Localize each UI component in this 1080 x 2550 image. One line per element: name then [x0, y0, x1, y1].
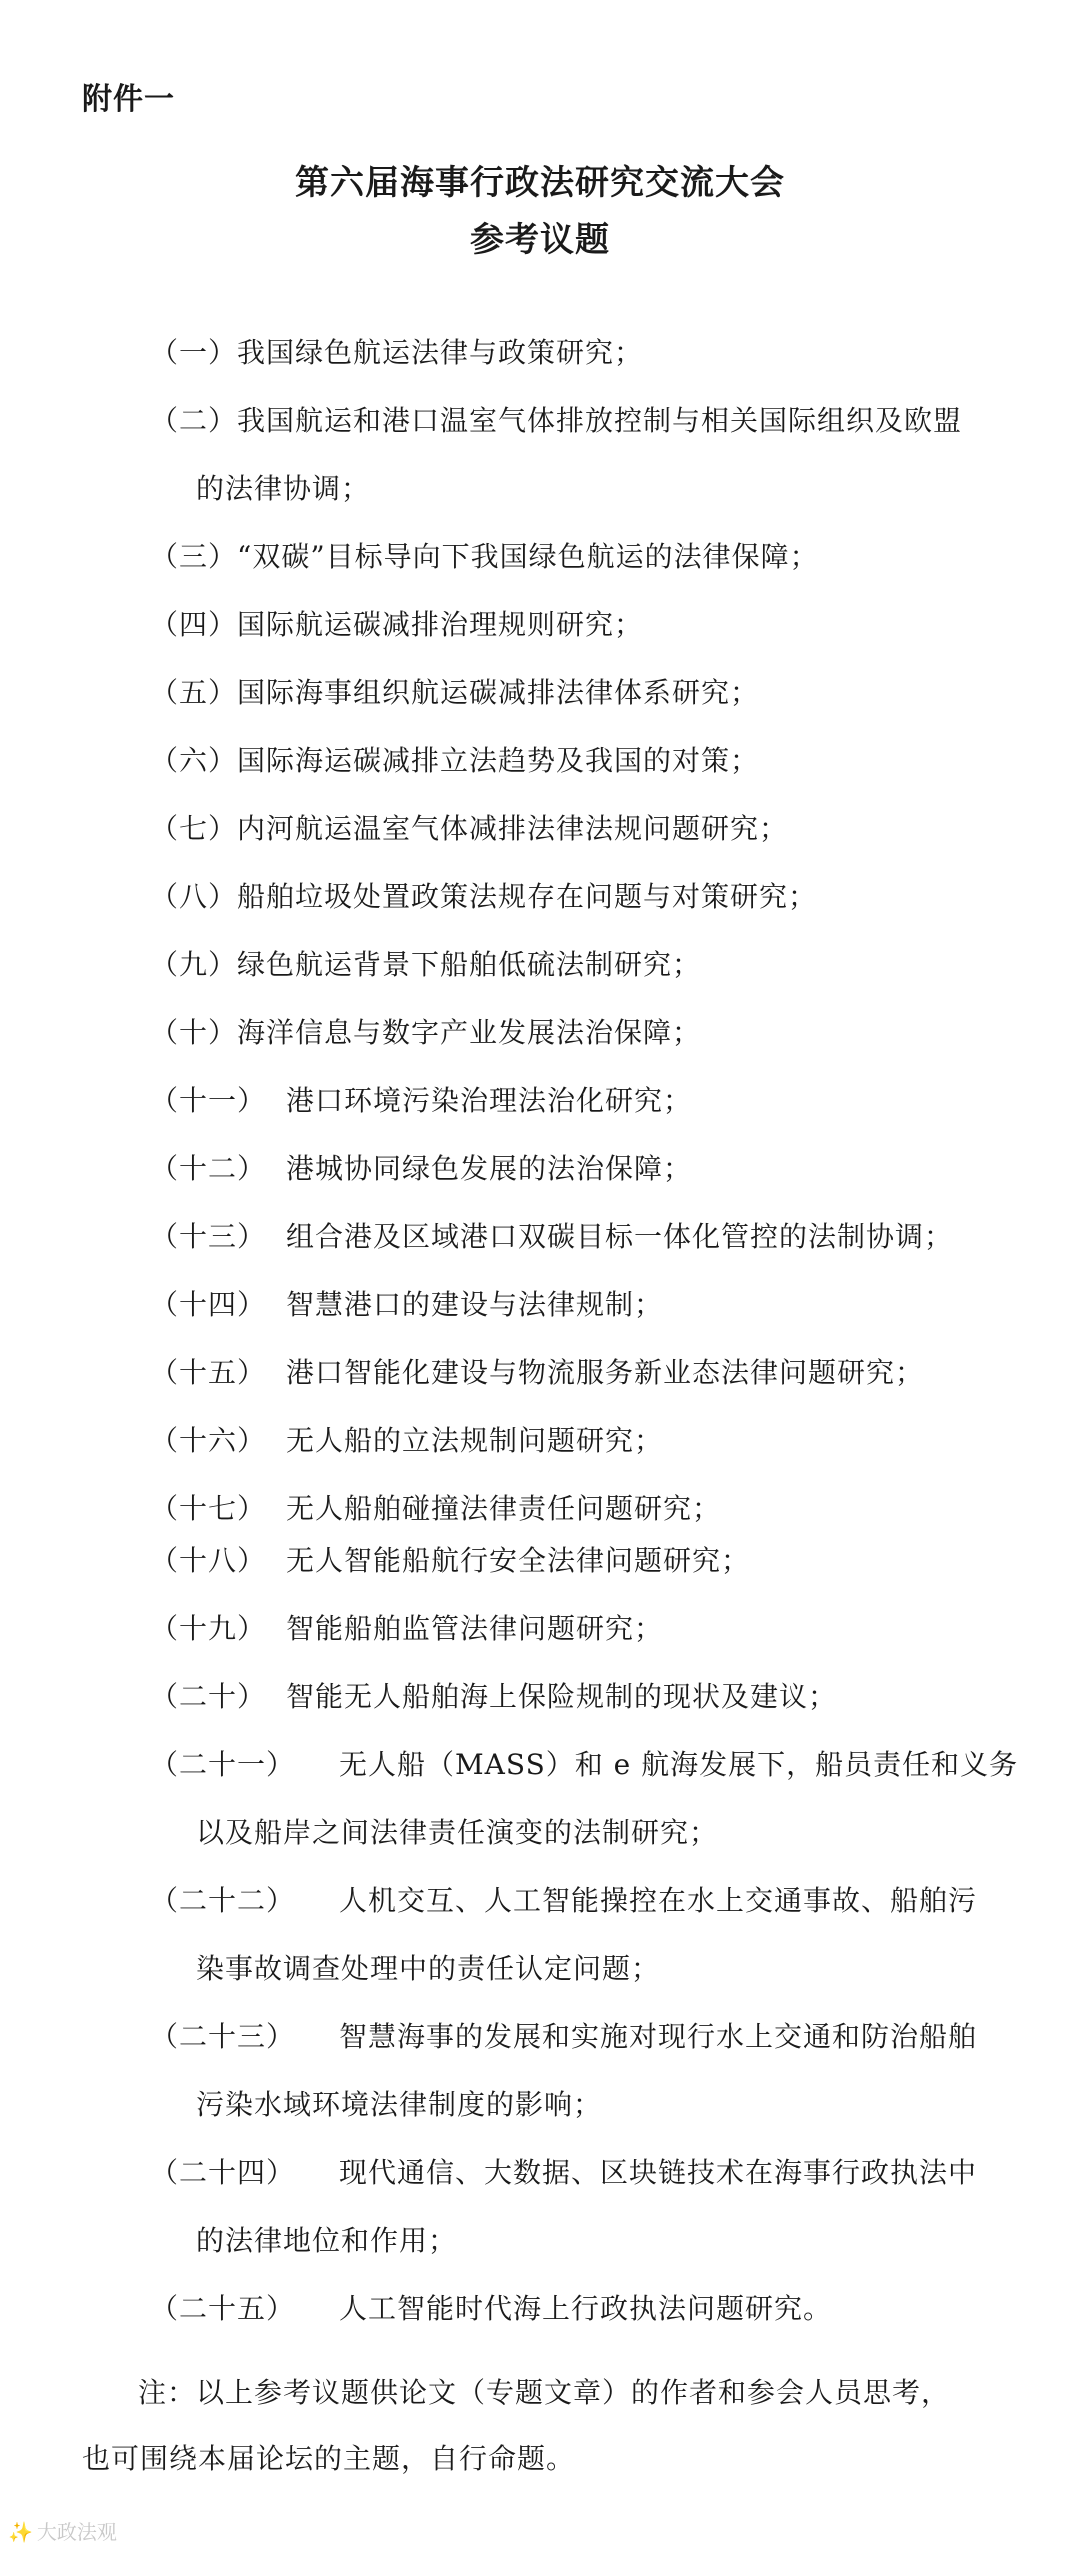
topic-number: （二十）	[150, 1680, 267, 1713]
topic-text: 人机交互、人工智能操控在水上交通事故、船舶污	[339, 1884, 978, 1917]
topic-text: 国际海事组织航运碳减排法律体系研究；	[237, 676, 760, 709]
topic-number: （十四）	[150, 1288, 267, 1321]
attachment-label: 附件一	[82, 82, 175, 117]
topic-text: 港城协同绿色发展的法治保障；	[286, 1152, 693, 1185]
topic-text-continued: 污染水域环境法律制度的影响；	[196, 2088, 603, 2121]
topic-item	[150, 744, 1010, 778]
topic-number: （三）	[150, 540, 238, 573]
topic-text: 海洋信息与数字产业发展法治保障；	[237, 1016, 702, 1049]
topic-text-continued: 以及船岸之间法律责任演变的法制研究；	[196, 1816, 719, 1849]
topic-number: （十）	[150, 1016, 238, 1049]
topic-text: 我国航运和港口温室气体排放控制与相关国际组织及欧盟	[237, 404, 963, 437]
topic-number: （六）	[150, 744, 238, 777]
topic-item	[150, 880, 1010, 914]
topic-item	[150, 1884, 1010, 1986]
topic-text: 智能无人船舶海上保险规制的现状及建议；	[286, 1680, 838, 1713]
topic-text-continued: 染事故调查处理中的责任认定问题；	[196, 1952, 661, 1985]
topic-number: （二十三）	[150, 2020, 296, 2053]
topic-text: 智慧海事的发展和实施对现行水上交通和防治船舶	[339, 2020, 978, 2053]
topic-text: 国际航运碳减排治理规则研究；	[237, 608, 644, 641]
topic-item	[150, 1424, 1010, 1458]
topic-number: （四）	[150, 608, 238, 641]
topic-number: （十六）	[150, 1424, 267, 1457]
topic-text: 无人船（MASS）和 e 航海发展下，船员责任和义务	[339, 1748, 1019, 1781]
topic-text: 无人船舶碰撞法律责任问题研究；	[286, 1492, 722, 1525]
topic-text: “双碳”目标导向下我国绿色航运的法律保障；	[237, 540, 819, 573]
topic-text-continued: 的法律协调；	[196, 472, 371, 505]
note-line-1: 注：以上参考议题供论文（专题文章）的作者和参会人员思考，	[138, 2376, 951, 2409]
topic-text: 港口环境污染治理法治化研究；	[286, 1084, 693, 1117]
topic-item	[150, 1220, 1010, 1254]
topic-item	[150, 1152, 1010, 1186]
topic-number: （十八）	[150, 1544, 267, 1577]
topic-text: 智慧港口的建设与法律规制；	[286, 1288, 664, 1321]
topic-text: 我国绿色航运法律与政策研究；	[237, 336, 644, 369]
topic-item	[150, 1356, 1010, 1390]
topic-text: 组合港及区域港口双碳目标一体化管控的法制协调；	[286, 1220, 954, 1253]
topic-item	[150, 2156, 1010, 2258]
topic-item	[150, 1288, 1010, 1322]
topic-item	[150, 676, 1010, 710]
topic-number: （十一）	[150, 1084, 267, 1117]
watermark-text: 大政法观	[36, 2520, 117, 2544]
note	[82, 2376, 1002, 2476]
topic-item	[150, 812, 1010, 846]
topic-text: 港口智能化建设与物流服务新业态法律问题研究；	[286, 1356, 925, 1389]
topic-item	[150, 1016, 1010, 1050]
topic-text: 智能船舶监管法律问题研究；	[286, 1612, 664, 1645]
topic-number: （二十二）	[150, 1884, 296, 1917]
topic-number: （一）	[150, 336, 238, 369]
topic-item	[150, 1084, 1010, 1118]
topic-number: （十二）	[150, 1152, 267, 1185]
topic-text: 绿色航运背景下船舶低硫法制研究；	[237, 948, 702, 981]
topic-item	[150, 2292, 1010, 2326]
topic-item	[150, 948, 1010, 982]
page-subtitle: 参考议题	[470, 220, 610, 260]
topic-number: （十九）	[150, 1612, 267, 1645]
topic-item	[150, 1544, 1010, 1578]
page-title: 第六届海事行政法研究交流大会	[295, 163, 785, 203]
logo-icon: ✨	[8, 2520, 33, 2544]
topic-text: 人工智能时代海上行政执法问题研究。	[339, 2292, 833, 2325]
topic-text: 内河航运温室气体减排法律法规问题研究；	[237, 812, 789, 845]
watermark	[8, 2516, 117, 2545]
topic-number: （十五）	[150, 1356, 267, 1389]
topic-number: （八）	[150, 880, 238, 913]
topic-text: 无人船的立法规制问题研究；	[286, 1424, 664, 1457]
topic-item	[150, 1680, 1010, 1714]
topic-number: （七）	[150, 812, 238, 845]
topic-item	[150, 608, 1010, 642]
topic-item	[150, 404, 1010, 506]
topic-item	[150, 1492, 1010, 1526]
topic-number: （二）	[150, 404, 238, 437]
note-line-2: 也可围绕本届论坛的主题，自行命题。	[82, 2442, 576, 2475]
topic-text: 现代通信、大数据、区块链技术在海事行政执法中	[339, 2156, 978, 2189]
topic-item	[150, 540, 1010, 574]
topic-text: 无人智能船航行安全法律问题研究；	[286, 1544, 751, 1577]
topic-number: （五）	[150, 676, 238, 709]
topic-list	[150, 336, 1019, 2360]
topic-text: 国际海运碳减排立法趋势及我国的对策；	[237, 744, 760, 777]
topic-number: （二十五）	[150, 2292, 296, 2325]
topic-number: （十七）	[150, 1492, 267, 1525]
topic-item	[150, 336, 1010, 370]
topic-number: （九）	[150, 948, 238, 981]
topic-item	[150, 1748, 1019, 1850]
topic-text: 船舶垃圾处置政策法规存在问题与对策研究；	[237, 880, 818, 913]
topic-text-continued: 的法律地位和作用；	[196, 2224, 458, 2257]
topic-number: （二十四）	[150, 2156, 296, 2189]
topic-item	[150, 2020, 1010, 2122]
topic-number: （十三）	[150, 1220, 267, 1253]
topic-item	[150, 1612, 1010, 1646]
topic-number: （二十一）	[150, 1748, 296, 1781]
